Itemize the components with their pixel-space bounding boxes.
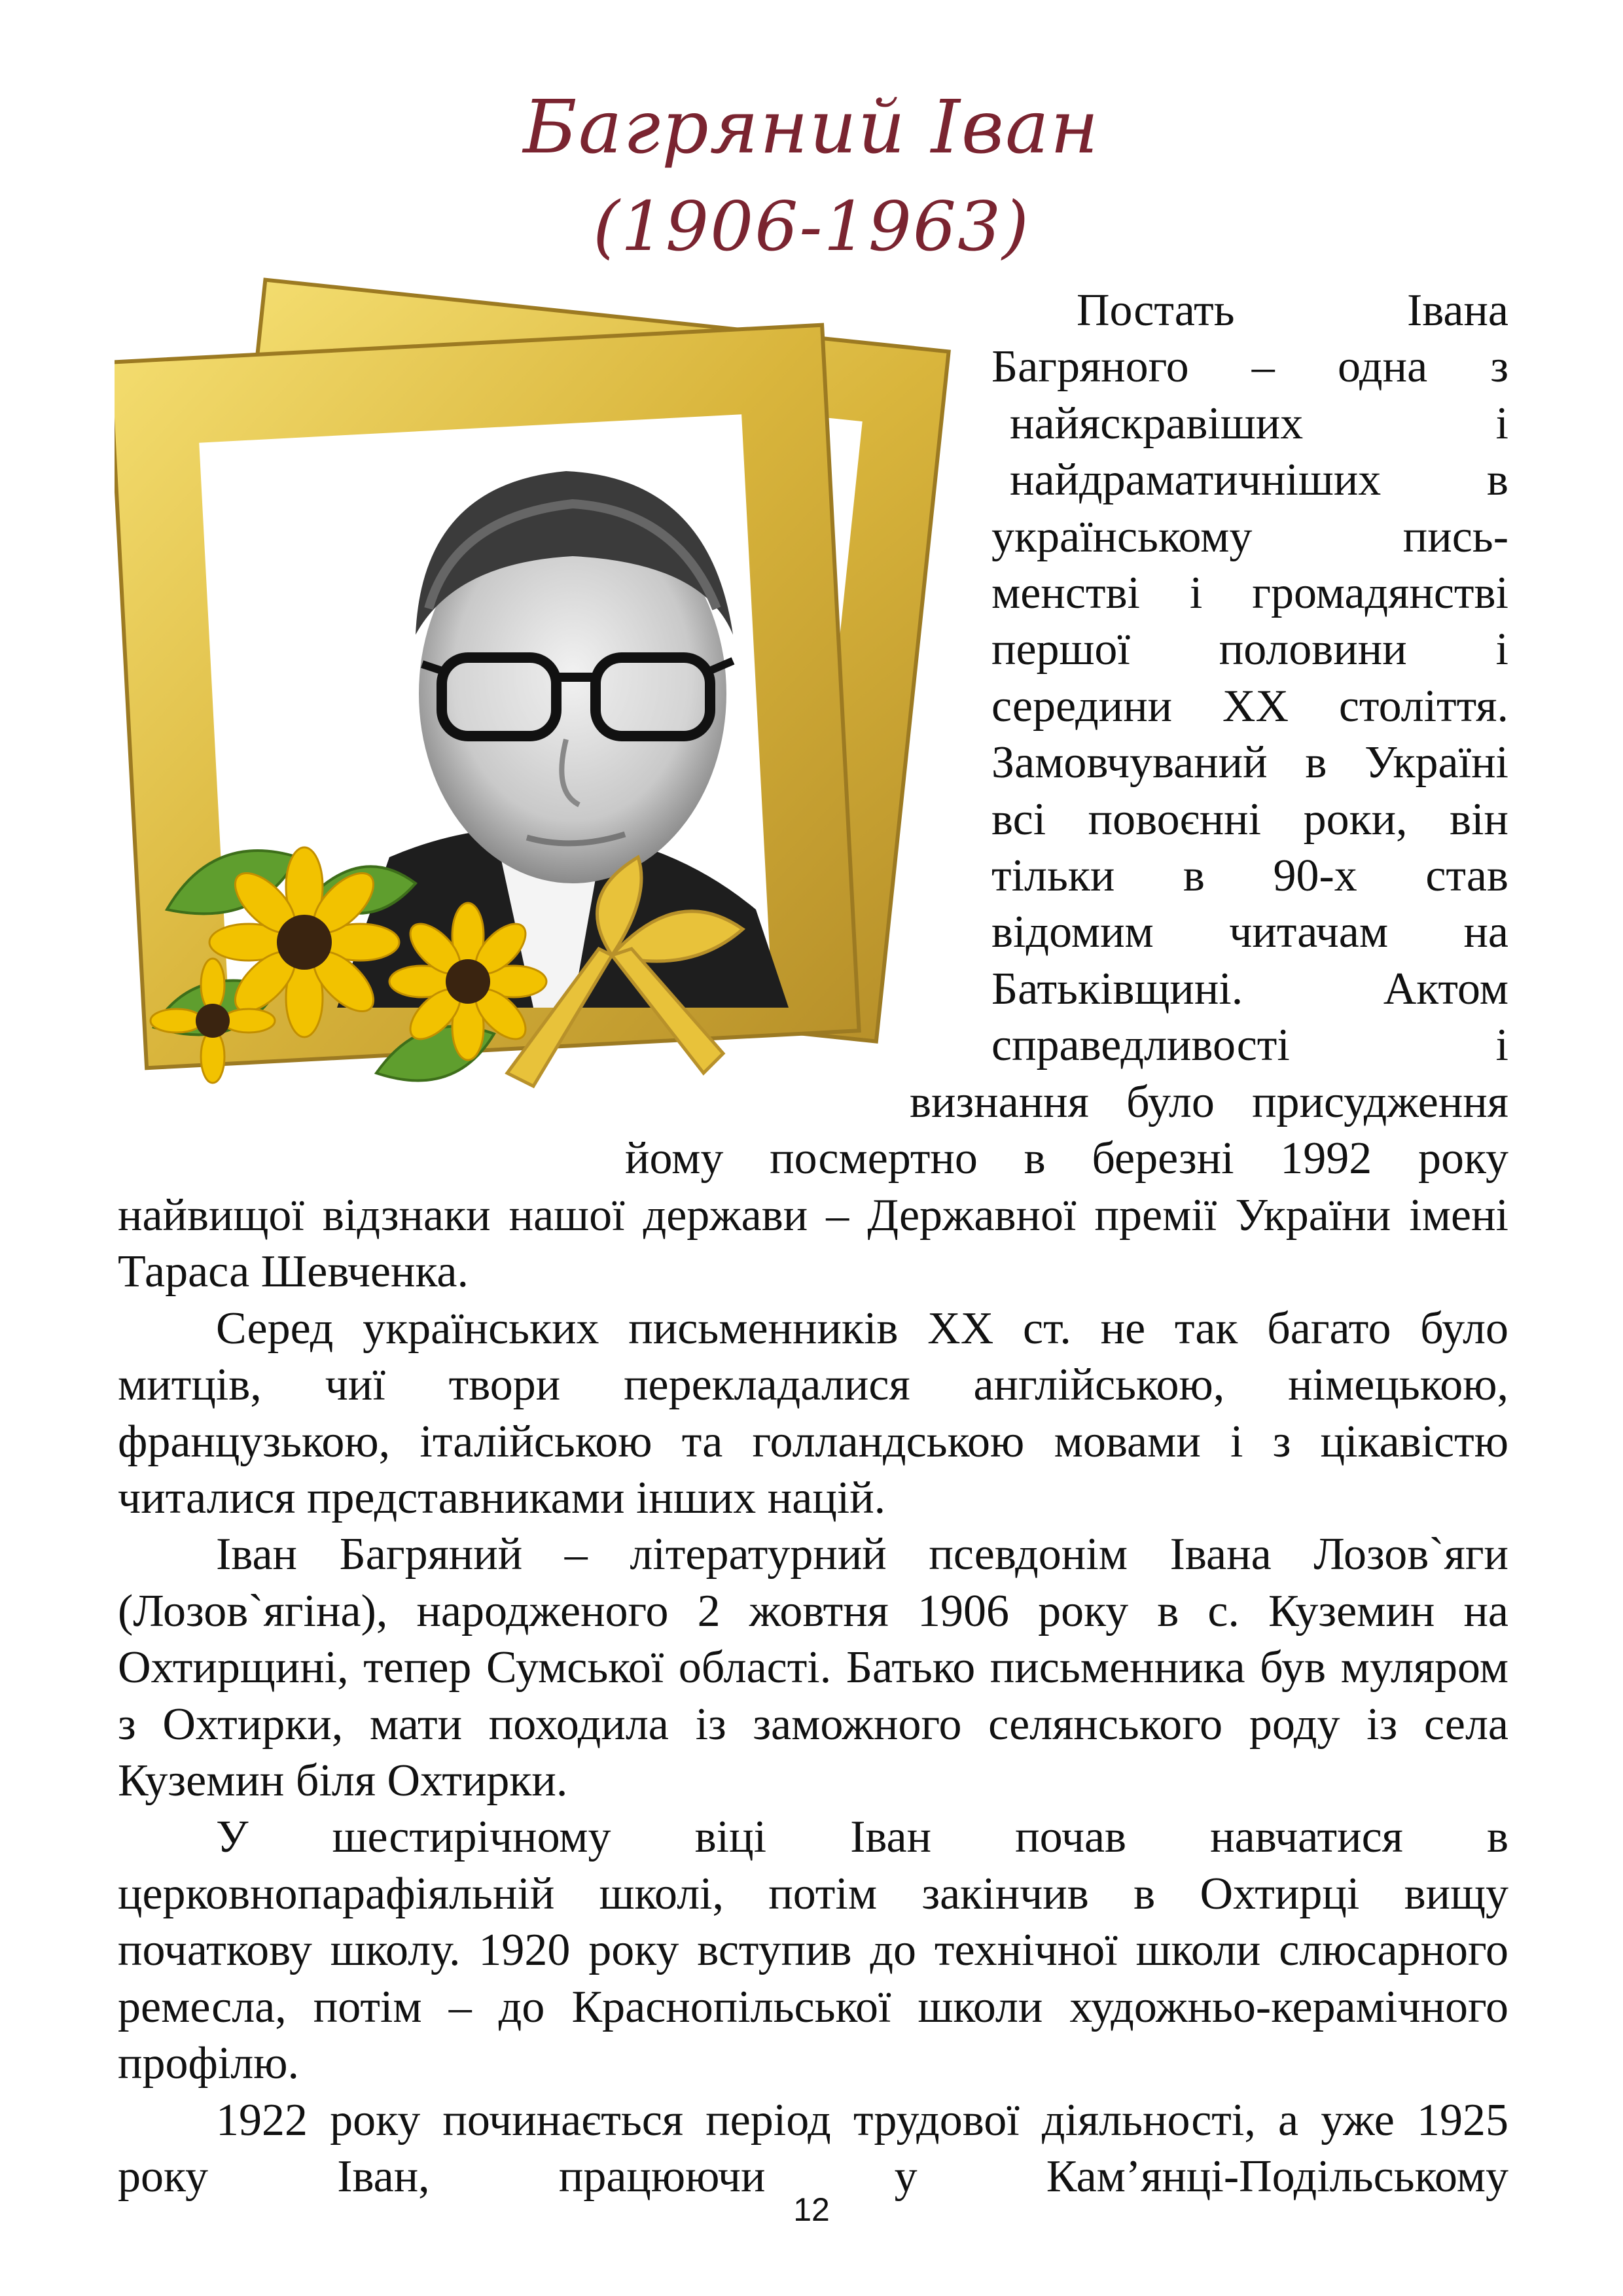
paragraph: 1922 року починається період трудової діяльності, а уже 1925 року Іван, працюючи у Кам’янці-Подільському <box>118 2094 1508 2202</box>
text-line: всі повоєнні роки, він <box>991 794 1508 845</box>
text-line: йому посмертно в березні 1992 року <box>625 1133 1508 1184</box>
text-line: Батьківщині. Актом <box>991 963 1508 1014</box>
paragraph: У шестирічному віці Іван почав навчатися в церковнопарафіяльній школі, потім закінчив в Охтирці вищу початкову школу. 1920 року вступив до технічної школи слюсарного ремесла, потім – до Краснопільської школи художньо-керамічного профілю. <box>118 1812 1508 2089</box>
text-line: менстві і громадянстві <box>991 567 1508 618</box>
page-number: 12 <box>793 2191 830 2228</box>
portrait-illustration <box>115 268 998 1158</box>
text-line: тільки в 90-х став <box>991 850 1508 901</box>
text-line: Постать Івана <box>1077 285 1508 336</box>
text-line: визнання було присудження <box>910 1077 1508 1127</box>
text-line: Багряного – одна з <box>991 342 1508 393</box>
text-line: середини XX століття. <box>991 680 1508 732</box>
text-line: найяскравіших і <box>1010 398 1508 449</box>
intro-wrapped-text <box>991 283 1508 1074</box>
body-text <box>118 1188 1508 2205</box>
paragraph: найвищої відзнаки нашої держави – Державної премії України імені Тараса Шевченка. <box>118 1190 1508 1298</box>
text-line: Замовчуваний в Україні <box>991 737 1508 788</box>
text-line: справедливості і <box>991 1020 1508 1071</box>
text-line: першої половини і <box>991 624 1508 675</box>
paragraph: Іван Багряний – літературний псевдонім Івана Лозов`яги (Лозов`ягіна), народженого 2 жовтня 1906 року в с. Куземин на Охтирщині, тепер Сумської області. Батько письменника був муляром з Охтирки, мати походила із заможного селянського роду із села Куземин біля Охтирки. <box>118 1529 1508 1807</box>
text-line: найдраматичніших в <box>1010 455 1508 506</box>
life-years: (1906-1963) <box>593 186 1030 266</box>
paragraph: Серед українських письменників XX ст. не так багато було митців, чиї твори перекладалися англійською, німецькою, французькою, італійською та голландською мовами і з цікавістю читалися представниками інших націй. <box>118 1303 1508 1524</box>
page-title: Багряний Іван <box>523 85 1100 170</box>
text-line: українському пись- <box>991 511 1508 562</box>
text-line: відомим читачам на <box>991 907 1508 958</box>
